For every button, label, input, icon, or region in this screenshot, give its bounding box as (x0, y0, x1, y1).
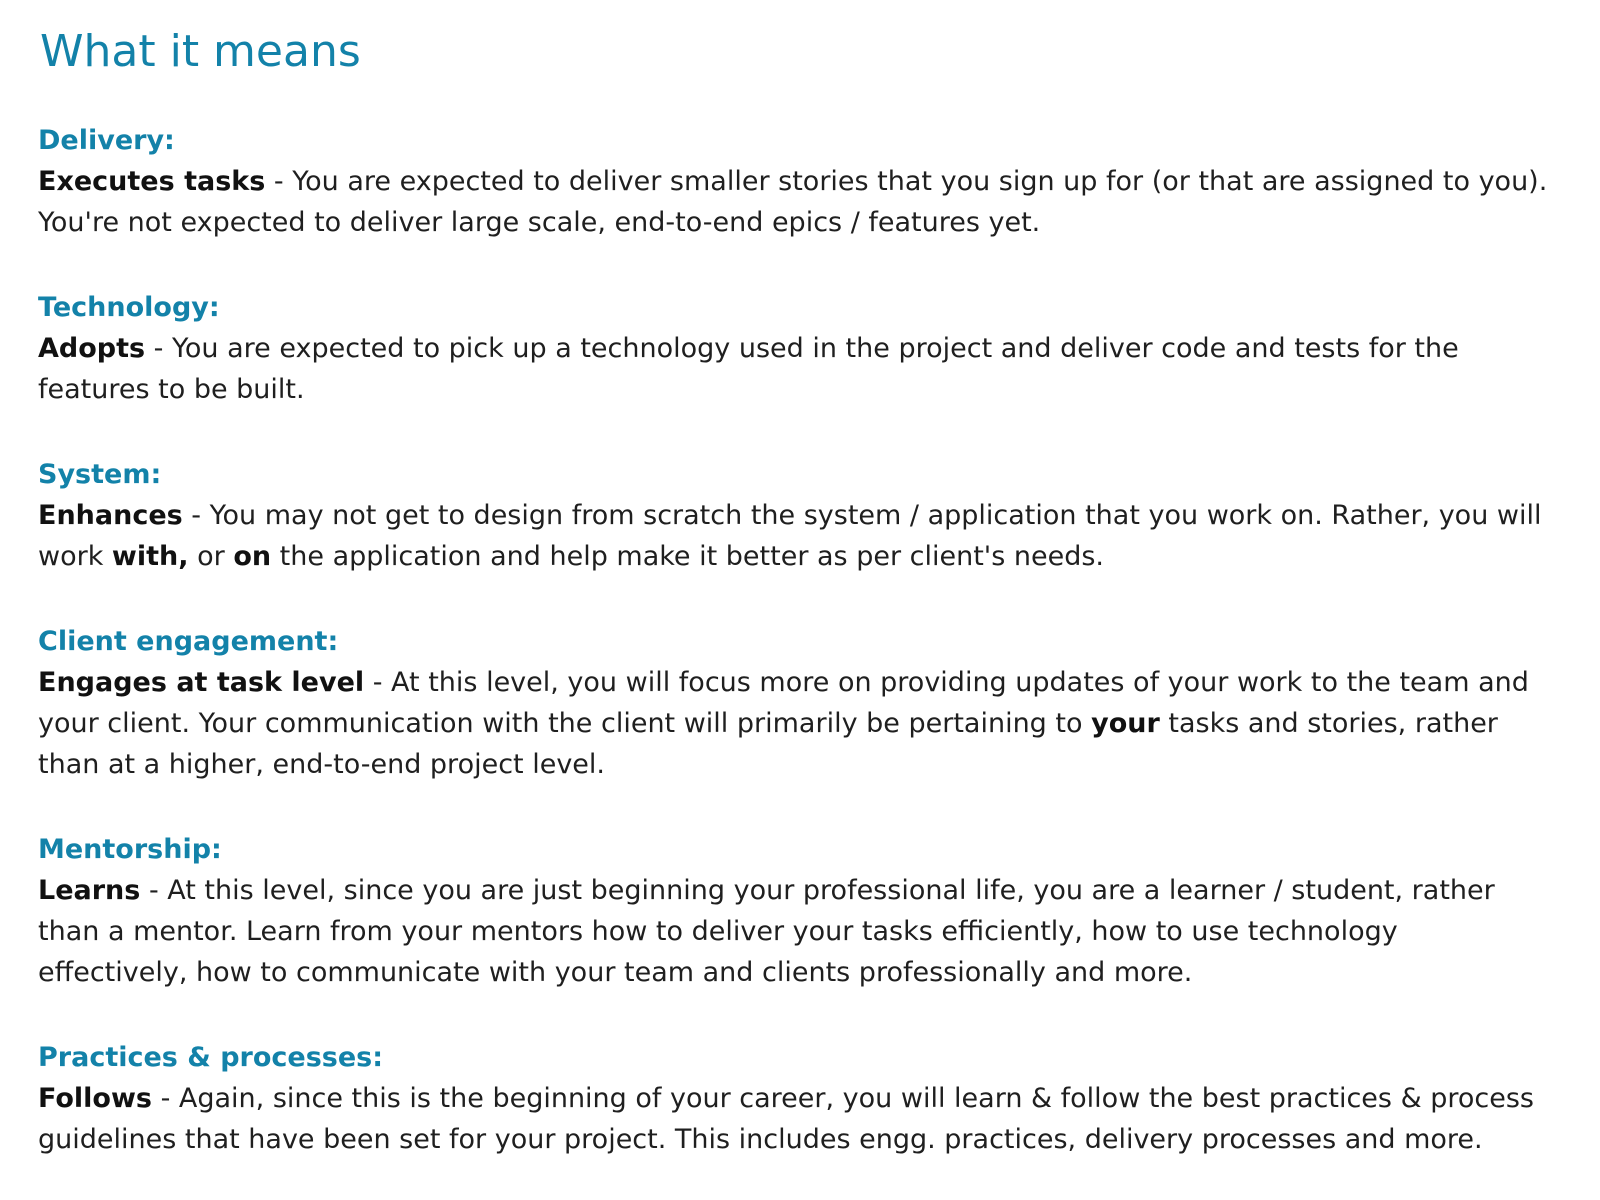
practices-processes-section (38, 1037, 1570, 1160)
mentorship-heading: Mentorship: (38, 834, 222, 865)
practices-processes-term: Follows (38, 1083, 152, 1114)
delivery-description (38, 161, 1570, 243)
technology-description-line-1 (38, 328, 1570, 369)
system-text-2-part-2: or (188, 541, 234, 572)
technology-text-1: - You are expected to pick up a technology used in the project and deliver code and tests for the (145, 333, 1459, 364)
delivery-section (38, 120, 1570, 243)
system-term: Enhances (38, 500, 183, 531)
mentorship-term: Learns (38, 875, 141, 906)
system-description-line-2 (38, 536, 1570, 577)
technology-description (38, 328, 1570, 410)
practices-processes-heading: Practices & processes: (38, 1042, 384, 1073)
system-strong-on: on (233, 541, 272, 572)
mentorship-section (38, 829, 1570, 993)
practices-processes-description-line-2: guidelines that have been set for your project. This includes engg. practices, delivery processes and more. (38, 1124, 1483, 1155)
delivery-text-1: - You are expected to deliver smaller stories that you sign up for (or that are assigned to you). (265, 166, 1548, 197)
technology-heading: Technology: (38, 292, 220, 323)
delivery-description-line-2: You're not expected to deliver large scale, end-to-end epics / features yet. (38, 207, 1041, 238)
mentorship-description-line-1 (38, 870, 1570, 911)
delivery-heading: Delivery: (38, 125, 175, 156)
client-engagement-description-line-1 (38, 662, 1570, 703)
system-text-2-part-3: the application and help make it better as per client's needs. (271, 541, 1104, 572)
practices-processes-description-line-1 (38, 1078, 1570, 1119)
client-engagement-term: Engages at task level (38, 667, 365, 698)
client-engagement-text-1: - At this level, you will focus more on providing updates of your work to the team and (364, 667, 1529, 698)
client-engagement-heading: Client engagement: (38, 626, 339, 657)
practices-processes-description (38, 1078, 1570, 1160)
system-text-2-part-1: work (38, 541, 112, 572)
delivery-description-line-1 (38, 161, 1570, 202)
practices-processes-text-1: - Again, since this is the beginning of your career, you will learn & follow the best practices & process (151, 1083, 1534, 1114)
page-title: What it means (40, 26, 361, 77)
client-engagement-description (38, 662, 1570, 785)
system-strong-with: with, (111, 541, 189, 572)
system-description (38, 495, 1570, 577)
delivery-term: Executes tasks (38, 166, 266, 197)
technology-term: Adopts (38, 333, 146, 364)
client-engagement-text-2-part-1: your client. Your communication with the client will primarily be pertaining to (38, 708, 1092, 739)
technology-description-line-2: features to be built. (38, 374, 305, 405)
client-engagement-strong-your: your (1091, 708, 1160, 739)
mentorship-text-1: - At this level, since you are just beginning your professional life, you are a learner / student, rather (140, 875, 1495, 906)
client-engagement-section (38, 621, 1570, 785)
mentorship-description-line-3: effectively, how to communicate with your team and clients professionally and more. (38, 957, 1193, 988)
technology-section (38, 287, 1570, 410)
system-section (38, 454, 1570, 577)
system-description-line-1 (38, 495, 1570, 536)
system-text-1: - You may not get to design from scratch the system / application that you work on. Rather, you will (182, 500, 1542, 531)
mentorship-description-line-2: than a mentor. Learn from your mentors how to deliver your tasks efficiently, how to use technology (38, 916, 1398, 947)
client-engagement-text-2-part-2: tasks and stories, rather (1159, 708, 1498, 739)
mentorship-description (38, 870, 1570, 993)
client-engagement-description-line-3: than at a higher, end-to-end project level. (38, 749, 605, 780)
system-heading: System: (38, 459, 162, 490)
client-engagement-description-line-2 (38, 703, 1570, 744)
